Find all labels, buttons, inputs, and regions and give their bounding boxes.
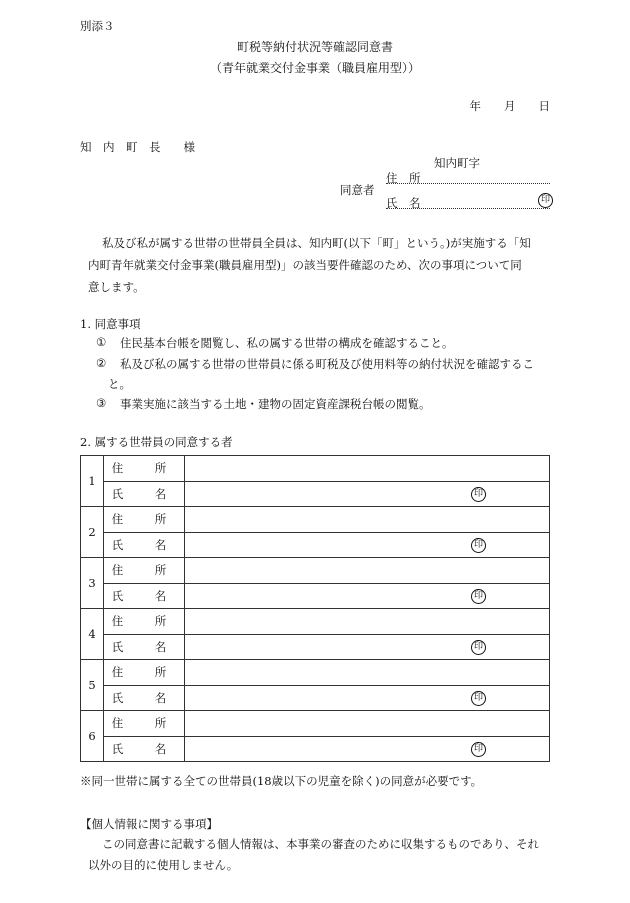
member-number: 3 <box>81 558 104 609</box>
member-name-row <box>81 532 550 558</box>
addressee: 知 内 町 長 様 <box>80 140 195 154</box>
member-name-field[interactable] <box>185 583 550 609</box>
member-address-label: 住 所 <box>104 660 185 686</box>
item-2-text: 私及び私の属する世帯の世帯員に係る町税及び使用料等の納付状況を確認するこ <box>120 357 534 371</box>
item-2-number: ② <box>96 356 107 370</box>
member-name-label: 氏 名 <box>104 583 185 609</box>
member-address-label: 住 所 <box>104 558 185 584</box>
member-name-field[interactable] <box>185 736 550 762</box>
member-name-row <box>81 634 550 660</box>
consenter-name-line <box>386 208 550 209</box>
household-members-table <box>80 455 550 762</box>
member-name-field[interactable] <box>185 685 550 711</box>
member-address-field[interactable] <box>185 507 550 533</box>
consenter-address-line <box>386 183 550 184</box>
member-address-field[interactable] <box>185 711 550 737</box>
consenter-seal-icon: 印 <box>538 193 553 208</box>
section1-heading: 1. 同意事項 <box>80 317 141 331</box>
document-title: 町税等納付状況等確認同意書 <box>236 40 393 54</box>
member-number: 2 <box>81 507 104 558</box>
member-address-label: 住 所 <box>104 456 185 482</box>
member-address-row <box>81 660 550 686</box>
member-name-label: 氏 名 <box>104 685 185 711</box>
item-2-text-continued: と。 <box>108 377 131 391</box>
member-address-label: 住 所 <box>104 507 185 533</box>
member-name-label: 氏 名 <box>104 532 185 558</box>
member-address-field[interactable] <box>185 456 550 482</box>
member-name-label: 氏 名 <box>104 736 185 762</box>
member-name-field[interactable] <box>185 634 550 660</box>
privacy-line-2: 以外の目的に使用しません。 <box>88 858 239 872</box>
member-name-label: 氏 名 <box>104 634 185 660</box>
annex-label: 別添３ <box>80 19 115 33</box>
member-name-field[interactable] <box>185 481 550 507</box>
privacy-line-1: この同意書に記載する個人情報は、本事業の審査のために収集するものであり、それ <box>102 837 539 851</box>
member-address-field[interactable] <box>185 558 550 584</box>
member-name-row <box>81 481 550 507</box>
member-number: 6 <box>81 711 104 762</box>
date-line: 年 月 日 <box>469 99 550 113</box>
member-number: 4 <box>81 609 104 660</box>
document-subtitle: （青年就業交付金事業（職員雇用型）） <box>209 61 420 75</box>
intro-line-1: 私及び私が属する世帯の世帯員全員は、知内町(以下「町」という。)が実施する「知 <box>102 236 531 250</box>
member-seal-icon: 印 <box>471 538 486 553</box>
member-address-row <box>81 456 550 482</box>
member-name-field[interactable] <box>185 532 550 558</box>
intro-line-2: 内町青年就業交付金事業(職員雇用型)」の該当要件確認のため、次の事項について同 <box>88 258 522 272</box>
member-address-row <box>81 558 550 584</box>
item-3-text: 事業実施に該当する土地・建物の固定資産課税台帳の閲覧。 <box>120 397 431 411</box>
intro-line-3: 意します。 <box>88 280 145 294</box>
member-seal-icon: 印 <box>471 487 486 502</box>
consenter-address-label: 住 所 <box>386 171 421 185</box>
consenter-label: 同意者 <box>340 183 375 197</box>
member-address-field[interactable] <box>185 609 550 635</box>
member-name-row <box>81 736 550 762</box>
member-name-row <box>81 583 550 609</box>
member-name-row <box>81 685 550 711</box>
item-1-number: ① <box>96 335 107 349</box>
member-address-row <box>81 507 550 533</box>
member-seal-icon: 印 <box>471 640 486 655</box>
member-seal-icon: 印 <box>471 691 486 706</box>
item-1-text: 住民基本台帳を閲覧し、私の属する世帯の構成を確認すること。 <box>120 336 454 350</box>
member-address-field[interactable] <box>185 660 550 686</box>
item-3-number: ③ <box>96 396 107 410</box>
member-seal-icon: 印 <box>471 589 486 604</box>
member-address-label: 住 所 <box>104 609 185 635</box>
member-address-row <box>81 711 550 737</box>
consenter-name-label: 氏 名 <box>386 196 421 210</box>
member-address-row <box>81 609 550 635</box>
member-number: 5 <box>81 660 104 711</box>
consent-note: ※同一世帯に属する全ての世帯員(18歳以下の児童を除く)の同意が必要です。 <box>80 774 483 788</box>
member-address-label: 住 所 <box>104 711 185 737</box>
member-name-label: 氏 名 <box>104 481 185 507</box>
member-number: 1 <box>81 456 104 507</box>
privacy-heading: 【個人情報に関する事項】 <box>80 817 218 831</box>
member-seal-icon: 印 <box>471 742 486 757</box>
section2-heading: 2. 属する世帯員の同意する者 <box>80 435 233 449</box>
address-prefix: 知内町字 <box>434 156 480 170</box>
